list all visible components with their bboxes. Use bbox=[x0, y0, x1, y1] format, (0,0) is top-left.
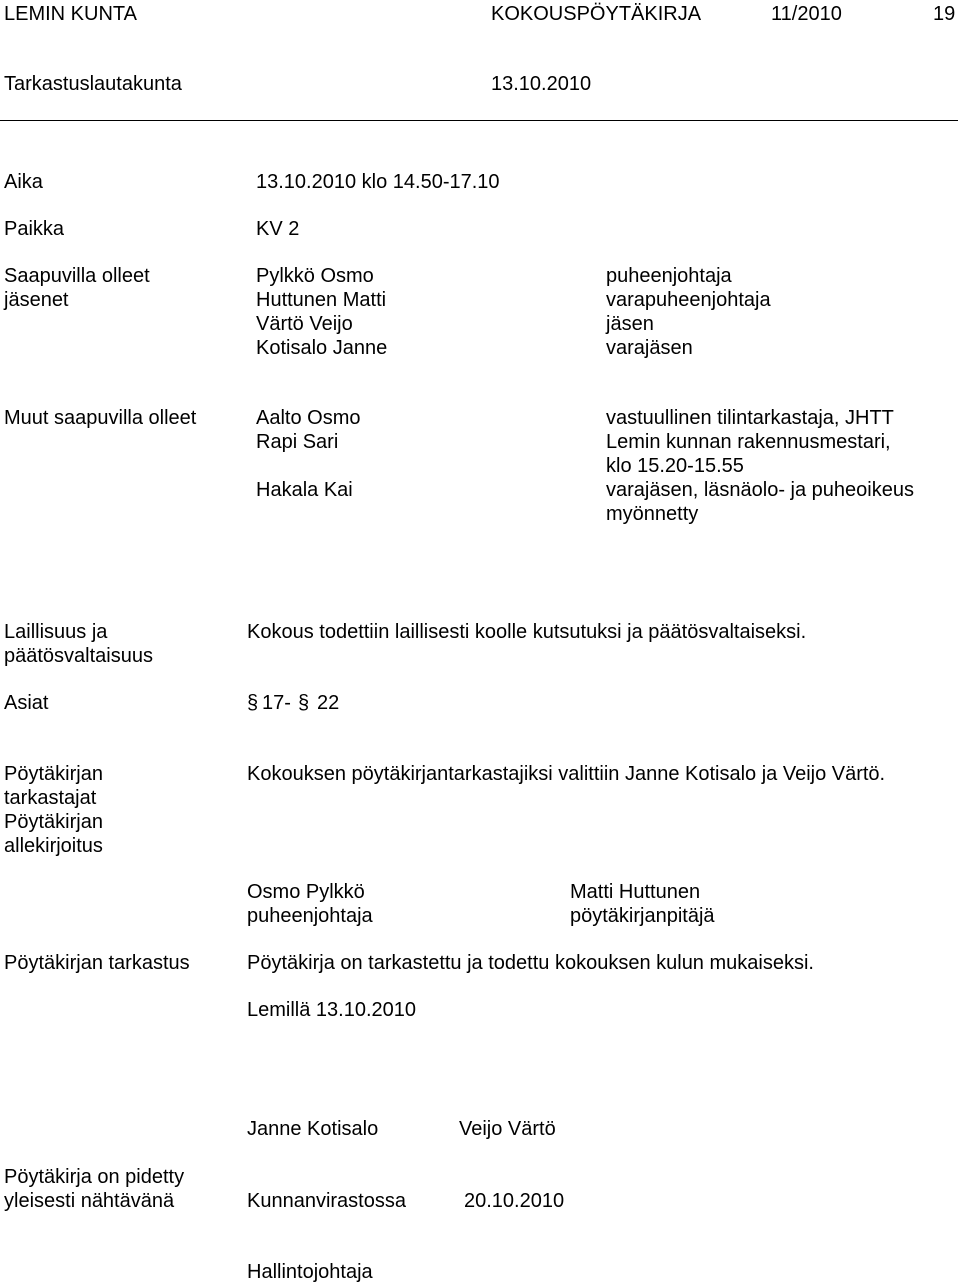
header-date: 13.10.2010 bbox=[491, 73, 592, 95]
inspection-text: Pöytäkirja on tarkastettu ja todettu kokouksen kulun mukaiseksi. bbox=[247, 952, 814, 974]
member-name: Kotisalo Janne bbox=[256, 337, 388, 359]
time-label: Aika bbox=[4, 171, 43, 193]
section-sign-icon: § bbox=[298, 692, 310, 714]
secretary-name: Matti Huttunen bbox=[570, 881, 701, 903]
municipality-name: LEMIN KUNTA bbox=[4, 3, 137, 25]
issue-number: 11/2010 bbox=[771, 3, 842, 25]
signatures-label-cont: allekirjoitus bbox=[4, 835, 103, 857]
place-label: Paikka bbox=[4, 218, 65, 240]
member-name: Huttunen Matti bbox=[256, 289, 387, 311]
legality-label-cont: päätösvaltaisuus bbox=[4, 645, 153, 667]
chair-name: Osmo Pylkkö bbox=[247, 881, 365, 903]
member-role: varajäsen bbox=[606, 337, 693, 359]
other-name: Aalto Osmo bbox=[256, 407, 361, 429]
legality-text: Kokous todettiin laillisesti koolle kutsutuksi ja päätösvaltaiseksi. bbox=[247, 621, 807, 643]
checkers-text: Kokouksen pöytäkirjantarkastajiksi valittiin Janne Kotisalo ja Veijo Värtö. bbox=[247, 763, 886, 785]
legality-label: Laillisuus ja bbox=[4, 621, 108, 643]
place-value: KV 2 bbox=[256, 218, 300, 240]
signer-title: Hallintojohtaja bbox=[247, 1261, 373, 1283]
member-name: Värtö Veijo bbox=[256, 313, 353, 335]
signatures-label: Pöytäkirjan bbox=[4, 811, 103, 833]
others-label: Muut saapuvilla olleet bbox=[4, 407, 197, 429]
section-sign-icon: § bbox=[247, 692, 259, 714]
inspection-place-date: Lemillä 13.10.2010 bbox=[247, 999, 417, 1021]
checkers-label: Pöytäkirjan bbox=[4, 763, 103, 785]
inspection-label: Pöytäkirjan tarkastus bbox=[4, 952, 190, 974]
time-value: 13.10.2010 klo 14.50-17.10 bbox=[256, 171, 500, 193]
inspector-name: Janne Kotisalo bbox=[247, 1118, 379, 1140]
chair-title: puheenjohtaja bbox=[247, 905, 373, 927]
checkers-label-cont: tarkastajat bbox=[4, 787, 97, 809]
other-role: vastuullinen tilintarkastaja, JHTT bbox=[606, 407, 894, 429]
member-name: Pylkkö Osmo bbox=[256, 265, 374, 287]
members-label-cont: jäsenet bbox=[4, 289, 69, 311]
other-role-cont: klo 15.20-15.55 bbox=[606, 455, 744, 477]
document-type: KOKOUSPÖYTÄKIRJA bbox=[491, 3, 702, 25]
items-range-to: 22 bbox=[317, 692, 340, 714]
members-label: Saapuvilla olleet bbox=[4, 265, 150, 287]
other-name: Hakala Kai bbox=[256, 479, 353, 501]
board-name: Tarkastuslautakunta bbox=[4, 73, 182, 95]
other-name: Rapi Sari bbox=[256, 431, 339, 453]
items-range-from: 17- bbox=[262, 692, 291, 714]
header-divider bbox=[0, 120, 958, 121]
public-display-label: Pöytäkirja on pidetty bbox=[4, 1166, 185, 1188]
public-display-label-cont: yleisesti nähtävänä bbox=[4, 1190, 175, 1212]
items-label: Asiat bbox=[4, 692, 49, 714]
public-display-date: 20.10.2010 bbox=[464, 1190, 565, 1212]
page-number: 19 bbox=[933, 3, 956, 25]
public-display-place: Kunnanvirastossa bbox=[247, 1190, 406, 1212]
member-role: varapuheenjohtaja bbox=[606, 289, 771, 311]
secretary-title: pöytäkirjanpitäjä bbox=[570, 905, 715, 927]
other-role: varajäsen, läsnäolo- ja puheoikeus bbox=[606, 479, 914, 501]
other-role: Lemin kunnan rakennusmestari, bbox=[606, 431, 891, 453]
member-role: puheenjohtaja bbox=[606, 265, 732, 287]
member-role: jäsen bbox=[606, 313, 654, 335]
other-role-cont: myönnetty bbox=[606, 503, 699, 525]
inspector-name: Veijo Värtö bbox=[459, 1118, 556, 1140]
